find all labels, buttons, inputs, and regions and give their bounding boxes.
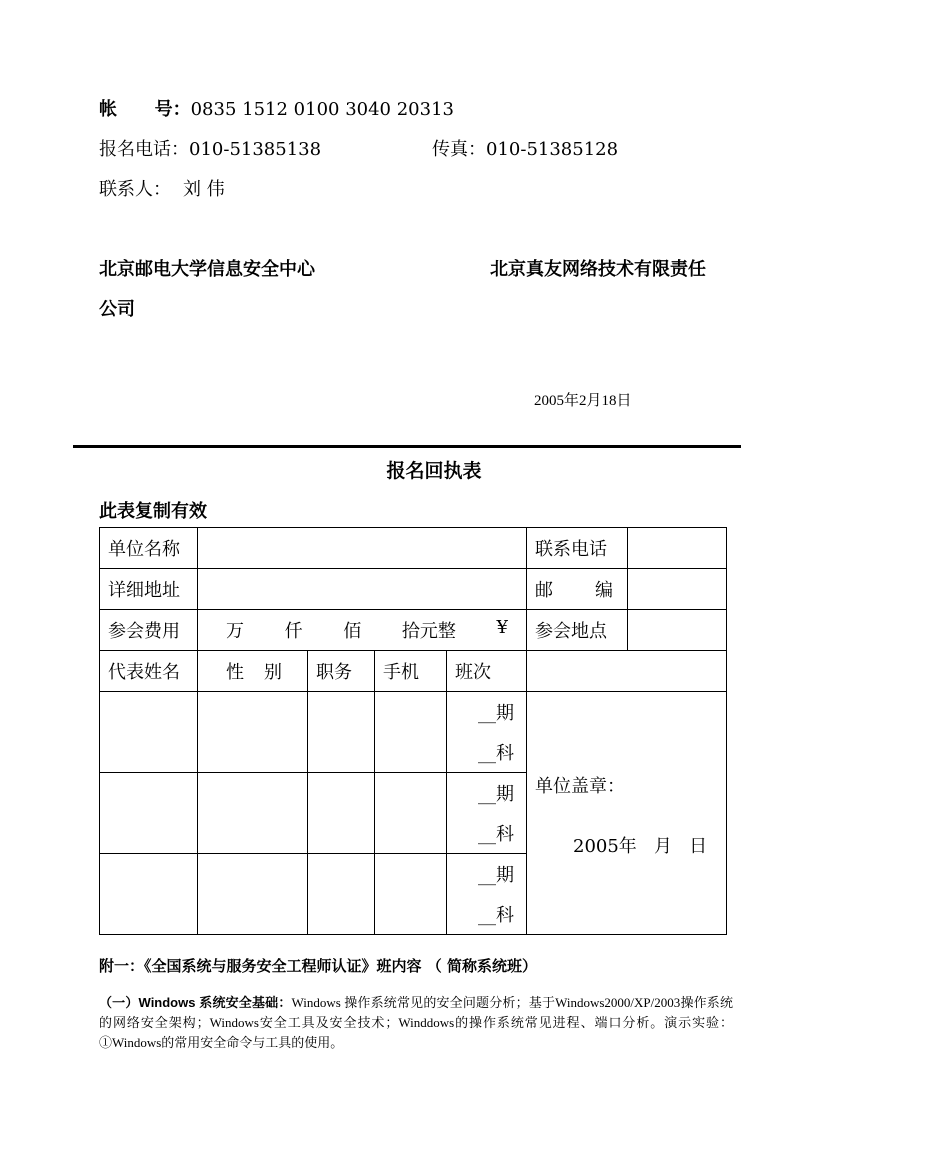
- table-row: [100, 692, 727, 773]
- table-row: [100, 528, 727, 569]
- section-divider: [73, 445, 741, 448]
- letter-date: 2005年2月18日: [534, 393, 632, 409]
- appendix-title: 附一：《全国系统与服务安全工程师认证》班内容 （ 简称系统班）: [99, 957, 537, 975]
- gender-header: [198, 651, 308, 692]
- contact-person-name: 刘 伟: [183, 179, 225, 200]
- form-note: 此表复制有效: [99, 501, 207, 522]
- position-header: 职务: [308, 651, 375, 692]
- rep-name-field[interactable]: [100, 854, 198, 935]
- contact-phone-label: 联系电话: [527, 528, 628, 569]
- gender-field[interactable]: [198, 773, 308, 854]
- fax-number: 010-51385128: [486, 139, 619, 160]
- rep-name-field[interactable]: [100, 773, 198, 854]
- account-number: 0835 1512 0100 3040 20313: [190, 99, 454, 120]
- fee-unit-shi: 拾元整: [401, 621, 456, 642]
- fee-unit-qian: 仟: [284, 621, 303, 642]
- rep-name-field[interactable]: [100, 692, 198, 773]
- contact-phone-field[interactable]: [628, 528, 727, 569]
- postcode-field[interactable]: [628, 569, 727, 610]
- mobile-field[interactable]: [375, 854, 447, 935]
- fee-unit-bai: 佰: [343, 621, 362, 642]
- unit-name-label: 单位名称: [100, 528, 198, 569]
- term-period: __期: [478, 784, 514, 805]
- class-field[interactable]: [447, 854, 527, 935]
- table-row: [100, 610, 727, 651]
- phone-line: [99, 138, 321, 162]
- blank-header: [527, 651, 727, 692]
- mobile-field[interactable]: [375, 692, 447, 773]
- stamp-date: 2005年 月 日: [573, 836, 708, 857]
- stamp-label: 单位盖章：: [535, 776, 625, 797]
- table-row: [100, 651, 727, 692]
- term-subject: __科: [478, 824, 514, 845]
- postcode-label: [527, 569, 628, 610]
- gender-header-a: 性: [226, 662, 244, 683]
- mobile-header: 手机: [375, 651, 447, 692]
- gender-field[interactable]: [198, 692, 308, 773]
- gender-field[interactable]: [198, 854, 308, 935]
- organizer-zhenyou: 北京真友网络技术有限责任: [490, 259, 706, 280]
- fee-field[interactable]: [198, 610, 527, 651]
- term-period: __期: [478, 865, 514, 886]
- unit-name-field[interactable]: [198, 528, 527, 569]
- registration-form: [99, 527, 727, 935]
- appendix-item-1-body: Windows 操作系统常见的安全问题分析；基于Windows2000/XP/2003操作系统的网络安全架构；Windows安全工具及安全技术；Winddows的操作系统常见进程、端口分析。演示实验：①Windows的常用安全命令与工具的使用。: [99, 995, 733, 1050]
- table-row: [100, 569, 727, 610]
- class-header: 班次: [447, 651, 527, 692]
- organizer-zhenyou-cont: 公司: [99, 299, 135, 320]
- fee-label: 参会费用: [100, 610, 198, 651]
- position-field[interactable]: [308, 854, 375, 935]
- account-line: [99, 98, 454, 122]
- class-field[interactable]: [447, 692, 527, 773]
- fee-unit-wan: 万: [226, 621, 244, 642]
- fax-line: [432, 138, 618, 162]
- position-field[interactable]: [308, 692, 375, 773]
- term-period: __期: [478, 703, 514, 724]
- mobile-field[interactable]: [375, 773, 447, 854]
- appendix-item-1: [99, 993, 733, 1053]
- venue-field[interactable]: [628, 610, 727, 651]
- term-subject: __科: [478, 743, 514, 764]
- class-field[interactable]: [447, 773, 527, 854]
- form-title: 报名回执表: [386, 460, 482, 482]
- organizer-bupt: 北京邮电大学信息安全中心: [99, 259, 315, 280]
- venue-label: 参会地点: [527, 610, 628, 651]
- phone-label: 报名电话：: [99, 139, 189, 160]
- fax-label: 传真：: [432, 139, 486, 160]
- contact-person-line: [99, 178, 225, 202]
- address-field[interactable]: [198, 569, 527, 610]
- phone-number: 010-51385138: [189, 139, 322, 160]
- stamp-area[interactable]: [527, 692, 727, 935]
- appendix-item-1-title: （一）Windows 系统安全基础：: [99, 995, 292, 1010]
- term-subject: __科: [478, 905, 514, 926]
- postcode-label-b: 编: [595, 580, 613, 601]
- postcode-label-a: 邮: [535, 580, 553, 601]
- address-label: 详细地址: [100, 569, 198, 610]
- gender-header-b: 别: [264, 662, 282, 683]
- rep-name-header: 代表姓名: [100, 651, 198, 692]
- contact-person-label: 联系人：: [99, 179, 171, 200]
- account-label: 帐 号：: [99, 99, 191, 120]
- position-field[interactable]: [308, 773, 375, 854]
- fee-unit-yen: ¥: [496, 617, 508, 638]
